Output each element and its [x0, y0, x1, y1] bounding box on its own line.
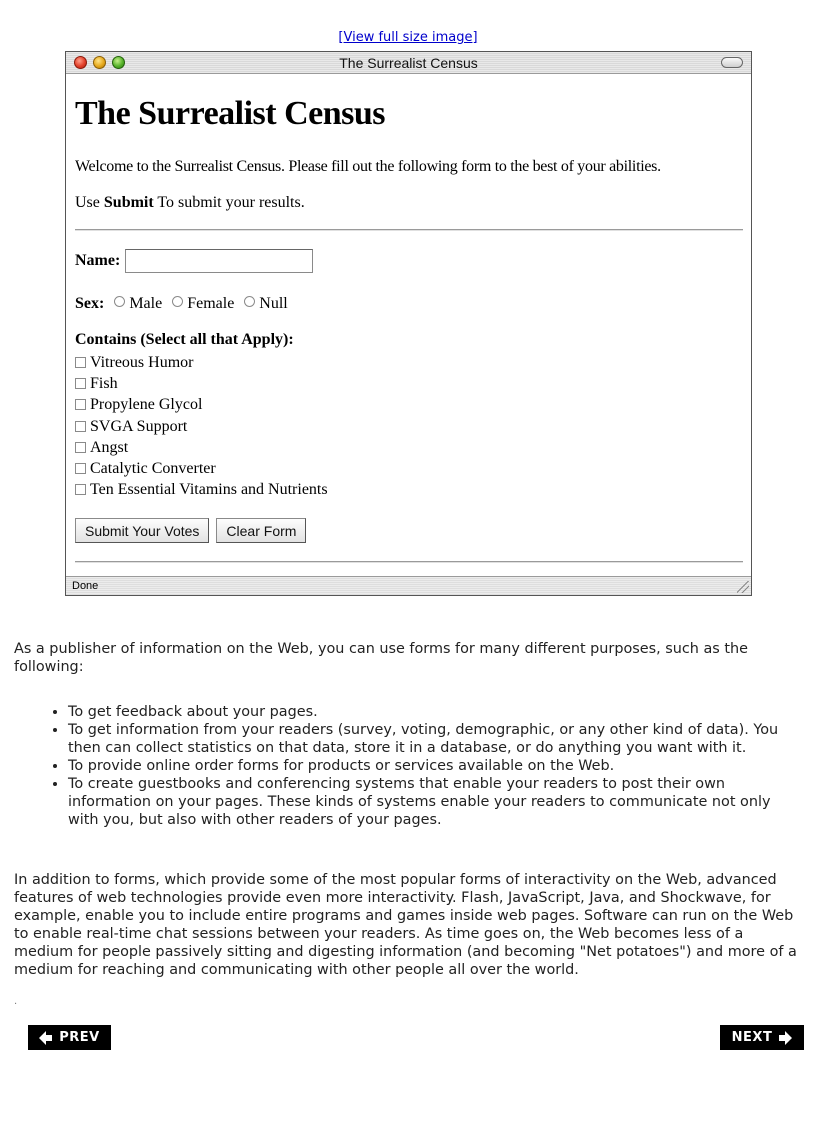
list-item: • To get feedback about your pages. [68, 703, 800, 721]
checkbox-label: Vitreous Humor [90, 354, 194, 372]
list-item [75, 458, 328, 479]
bottom-divider [75, 561, 743, 563]
list-item [75, 394, 328, 415]
list-item [75, 437, 328, 458]
checkbox-catalytic-converter[interactable] [75, 463, 86, 474]
view-full-size-wrapper [0, 30, 816, 45]
stray-dot: . [14, 996, 18, 1007]
name-input[interactable] [125, 249, 313, 273]
sex-null-label: Null [259, 295, 288, 312]
list-item: • To create guestbooks and conferencing systems that enable your readers to post their own information on your pages. These kinds of systems enable your readers to communicate not only with you, but also with other readers of your pages. [68, 775, 800, 829]
status-text: Done [72, 580, 99, 592]
browser-window [65, 51, 752, 596]
window-titlebar[interactable] [66, 52, 751, 74]
name-row [75, 249, 313, 273]
list-item [75, 479, 328, 500]
sex-female-label: Female [187, 295, 235, 312]
checkbox-propylene-glycol[interactable] [75, 399, 86, 410]
form-buttons [75, 518, 306, 543]
checkbox-label: Angst [90, 438, 129, 456]
window-title: The Surrealist Census [339, 55, 478, 71]
list-item [75, 352, 328, 373]
checkbox-label: SVGA Support [90, 417, 188, 435]
sex-female-radio[interactable] [172, 296, 183, 307]
use-prefix: Use [75, 194, 104, 211]
checkbox-fish[interactable] [75, 378, 86, 389]
checkbox-ten-essential-vitamins[interactable] [75, 484, 86, 495]
page-content [75, 75, 743, 576]
clear-form-button[interactable]: Clear Form [216, 518, 306, 543]
checkbox-vitreous-humor[interactable] [75, 357, 86, 368]
top-divider [75, 229, 743, 231]
welcome-text: Welcome to the Surrealist Census. Please fill out the following form to the best of your abilities. [75, 158, 661, 175]
contains-label: Contains (Select all that Apply): [75, 331, 294, 348]
purposes-list [14, 703, 800, 829]
checkbox-label: Ten Essential Vitamins and Nutrients [90, 481, 328, 499]
intro-paragraph: As a publisher of information on the Web, you can use forms for many different purposes, such as the following: [14, 641, 748, 675]
sex-label: Sex: [75, 295, 105, 312]
submit-instructions [75, 194, 305, 212]
checkbox-label: Propylene Glycol [90, 396, 203, 414]
contains-checkbox-list [75, 352, 328, 500]
name-label: Name: [75, 252, 121, 269]
list-item: • To get information from your readers (survey, voting, demographic, or any other kind of data). You then can collect statistics on that data, store it in a database, or do anything you want with it. [68, 721, 800, 757]
view-full-size-link[interactable]: [View full size image] [338, 30, 478, 45]
list-item [75, 373, 328, 394]
prev-label: PREV [59, 1030, 100, 1045]
next-label: NEXT [731, 1030, 773, 1045]
checkbox-svga-support[interactable] [75, 421, 86, 432]
use-suffix: To submit your results. [153, 194, 305, 211]
sex-male-radio[interactable] [114, 296, 125, 307]
list-item: • To provide online order forms for products or services available on the Web. [68, 757, 800, 775]
arrow-left-icon [39, 1031, 53, 1045]
toolbar-toggle-icon[interactable] [721, 57, 743, 68]
page-heading: The Surrealist Census [75, 95, 386, 132]
prev-button[interactable] [28, 1025, 111, 1050]
checkbox-angst[interactable] [75, 442, 86, 453]
sex-null-radio[interactable] [244, 296, 255, 307]
resize-grip-icon[interactable] [737, 581, 749, 593]
sex-male-label: Male [129, 295, 163, 312]
next-button[interactable] [720, 1025, 804, 1050]
closing-paragraph: In addition to forms, which provide some of the most popular forms of interactivity on the Web, advanced features of web technologies provide even more interactivity. Flash, JavaScript, Java, and Shockwave, for example, enable you to include entire programs and games inside web pages. Software can run on the Web to enable real-time chat sessions between your readers. As time goes on, the Web becomes less of a medium for people passively sitting and digesting information (and becoming "Net potatoes") and more of a medium for reaching and communicating with other people all over the world. [14, 872, 797, 978]
submit-votes-button[interactable]: Submit Your Votes [75, 518, 209, 543]
checkbox-label: Catalytic Converter [90, 460, 216, 478]
use-bold: Submit [103, 194, 154, 211]
list-item [75, 416, 328, 437]
sex-row [75, 295, 288, 313]
arrow-right-icon [778, 1031, 792, 1045]
status-bar [66, 576, 751, 595]
checkbox-label: Fish [90, 375, 118, 393]
